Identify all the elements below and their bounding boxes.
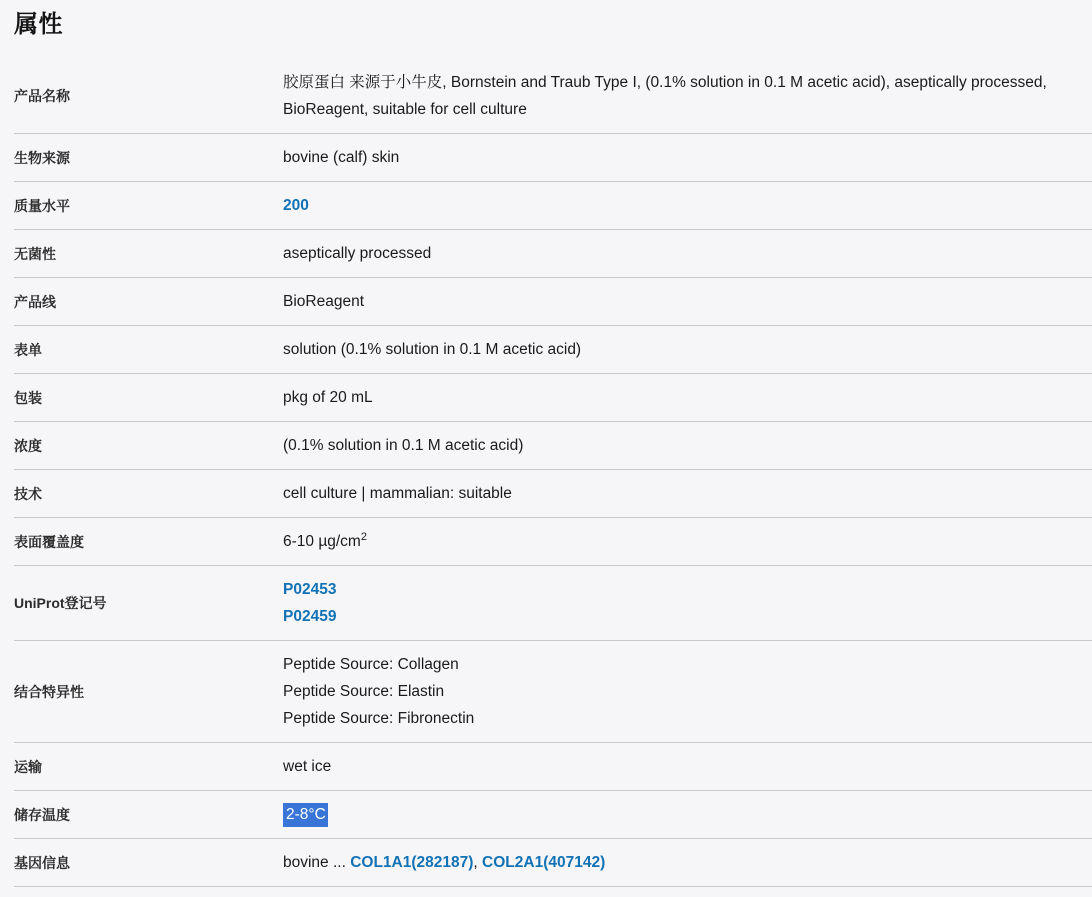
property-row-product-line bbox=[14, 278, 1092, 326]
storage-temp-selected-text: 2-8°C bbox=[283, 803, 328, 827]
property-row-surface-coverage bbox=[14, 518, 1092, 566]
sterility-value bbox=[283, 240, 1092, 267]
surface-coverage-value bbox=[283, 528, 1092, 555]
property-row-shipping bbox=[14, 743, 1092, 791]
quality-level-link[interactable]: 200 bbox=[283, 197, 309, 214]
product-name-text: 胶原蛋白 来源于小牛皮, Bornstein and Traub Type I, (0.1% solution in 0.1 M acetic acid), aseptically processed, BioReagent, suitable for cell culture bbox=[283, 74, 1047, 118]
concentration-text: (0.1% solution in 0.1 M acetic acid) bbox=[283, 437, 524, 454]
product-name-label: 产品名称 bbox=[14, 88, 70, 104]
form-value bbox=[283, 336, 1092, 363]
property-row-product-name bbox=[14, 59, 1092, 134]
biological-source-value bbox=[283, 144, 1092, 171]
uniprot-accession-value bbox=[283, 576, 1092, 630]
product-line-text: BioReagent bbox=[283, 293, 365, 310]
packaging-text: pkg of 20 mL bbox=[283, 389, 373, 406]
page-title: 属性 bbox=[14, 11, 63, 38]
quality-level-label: 质量水平 bbox=[14, 197, 70, 214]
uniprot-accession-label: UniProt登记号 bbox=[14, 595, 107, 611]
gene-information-prefix: bovine ... bbox=[283, 854, 351, 871]
property-row-uniprot-accession bbox=[14, 566, 1092, 641]
technique-label: 技术 bbox=[14, 485, 42, 502]
storage-temp-label: 储存温度 bbox=[14, 806, 70, 823]
uniprot-accession-line-1 bbox=[283, 603, 1064, 630]
product-line-label: 产品线 bbox=[14, 293, 56, 310]
uniprot-accession-link-1[interactable]: P02459 bbox=[283, 608, 337, 625]
property-row-packaging bbox=[14, 374, 1092, 422]
property-row-form bbox=[14, 326, 1092, 374]
binding-specificity-label: 结合特异性 bbox=[14, 683, 84, 700]
product-line-value bbox=[283, 288, 1092, 315]
uniprot-accession-line-0 bbox=[283, 576, 1064, 603]
biological-source-label: 生物来源 bbox=[14, 149, 70, 166]
gene-information-value bbox=[283, 849, 1092, 876]
packaging-label: 包装 bbox=[14, 389, 42, 406]
gene-information-link-0[interactable]: COL1A1(282187) bbox=[350, 854, 474, 871]
gene-information-link-1[interactable]: COL2A1(407142) bbox=[482, 854, 606, 871]
packaging-value bbox=[283, 384, 1092, 411]
property-row-binding-specificity bbox=[14, 641, 1092, 743]
binding-specificity-line-0: Peptide Source: Collagen bbox=[283, 656, 459, 673]
property-row-concentration bbox=[14, 422, 1092, 470]
property-row-gene-information bbox=[14, 839, 1092, 887]
concentration-label: 浓度 bbox=[14, 437, 42, 454]
surface-coverage-text: 6-10 µg/cm bbox=[283, 533, 361, 550]
form-text: solution (0.1% solution in 0.1 M acetic acid) bbox=[283, 341, 582, 358]
binding-specificity-value bbox=[283, 651, 1092, 732]
property-row-sterility bbox=[14, 230, 1092, 278]
binding-specificity-line-2: Peptide Source: Fibronectin bbox=[283, 710, 475, 727]
gene-information-label: 基因信息 bbox=[14, 854, 70, 871]
technique-text: cell culture | mammalian: suitable bbox=[283, 485, 512, 502]
properties-table bbox=[14, 59, 1092, 887]
binding-specificity-line-1: Peptide Source: Elastin bbox=[283, 683, 445, 700]
biological-source-text: bovine (calf) skin bbox=[283, 149, 400, 166]
surface-coverage-superscript: 2 bbox=[360, 530, 367, 543]
shipping-text: wet ice bbox=[283, 758, 332, 775]
form-label: 表单 bbox=[14, 341, 42, 358]
quality-level-value bbox=[283, 192, 1092, 219]
property-row-quality-level bbox=[14, 182, 1092, 230]
sterility-label: 无菌性 bbox=[14, 245, 56, 262]
property-row-storage-temp bbox=[14, 791, 1092, 839]
storage-temp-value bbox=[283, 801, 1092, 828]
property-row-biological-source bbox=[14, 134, 1092, 182]
property-row-technique bbox=[14, 470, 1092, 518]
technique-value bbox=[283, 480, 1092, 507]
concentration-value bbox=[283, 432, 1092, 459]
uniprot-accession-link-0[interactable]: P02453 bbox=[283, 581, 337, 598]
surface-coverage-label: 表面覆盖度 bbox=[14, 533, 84, 550]
shipping-label: 运输 bbox=[14, 758, 42, 775]
product-name-value bbox=[283, 69, 1092, 123]
sterility-text: aseptically processed bbox=[283, 245, 432, 262]
gene-information-separator: , bbox=[473, 854, 483, 871]
shipping-value bbox=[283, 753, 1092, 780]
